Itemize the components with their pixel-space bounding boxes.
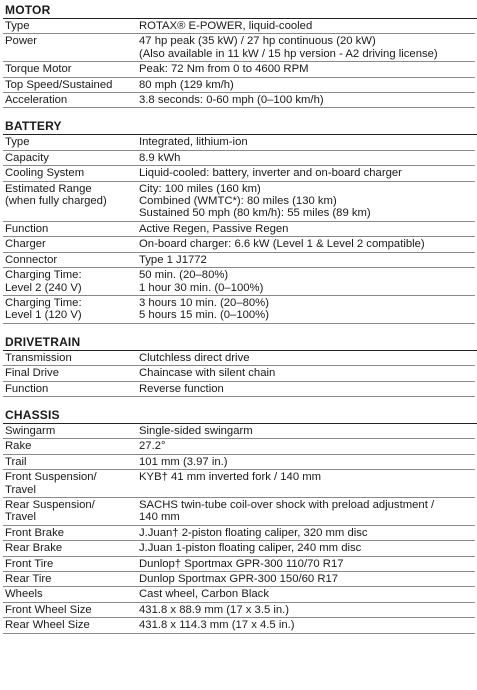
section-gap (0, 397, 477, 405)
spec-row (3, 572, 475, 587)
spec-label: Function (3, 381, 136, 396)
spec-label: Rake (3, 439, 136, 454)
spec-value: Liquid-cooled: battery, inverter and on-board charger (136, 166, 475, 181)
spec-row (3, 439, 475, 454)
spec-label: Trail (3, 454, 136, 469)
spec-label: Rear Brake (3, 541, 136, 556)
spec-row (3, 252, 475, 267)
spec-label: Estimated Range (when fully charged) (3, 181, 136, 221)
spec-row (3, 77, 475, 92)
spec-row (3, 424, 475, 439)
spec-value: ROTAX® E-POWER, liquid-cooled (136, 19, 475, 34)
spec-value: 3 hours 10 min. (20–80%) 5 hours 15 min. (0–100%) (136, 295, 475, 323)
spec-row (3, 618, 475, 633)
spec-row (3, 556, 475, 571)
spec-label: Front Suspension/ Travel (3, 470, 136, 498)
spec-value: 50 min. (20–80%) 1 hour 30 min. (0–100%) (136, 268, 475, 296)
spec-value: City: 100 miles (160 km) Combined (WMTC*): 80 miles (130 km) Sustained 50 mph (80 km/h): 55 miles (89 km) (136, 181, 475, 221)
spec-label: Connector (3, 252, 136, 267)
spec-value: Clutchless direct drive (136, 351, 475, 366)
spec-label: Swingarm (3, 424, 136, 439)
spec-value: KYB† 41 mm inverted fork / 140 mm (136, 470, 475, 498)
spec-table-chassis (3, 424, 475, 634)
spec-value: Integrated, lithium-ion (136, 135, 475, 150)
spec-value: 3.8 seconds: 0-60 mph (0–100 km/h) (136, 93, 475, 108)
spec-value: Peak: 72 Nm from 0 to 4600 RPM (136, 62, 475, 77)
spec-label: Capacity (3, 150, 136, 165)
spec-row (3, 351, 475, 366)
spec-label: Front Brake (3, 525, 136, 540)
spec-label: Torque Motor (3, 62, 136, 77)
spec-row (3, 135, 475, 150)
spec-value: 431.8 x 88.9 mm (17 x 3.5 in.) (136, 602, 475, 617)
spec-table-drivetrain (3, 351, 475, 397)
spec-value: 8.9 kWh (136, 150, 475, 165)
spec-value: 101 mm (3.97 in.) (136, 454, 475, 469)
spec-label: Wheels (3, 587, 136, 602)
spec-value: Type 1 J1772 (136, 252, 475, 267)
spec-label: Charging Time: Level 1 (120 V) (3, 295, 136, 323)
spec-value: Chaincase with silent chain (136, 366, 475, 381)
spec-value: Active Regen, Passive Regen (136, 221, 475, 236)
spec-value: On-board charger: 6.6 kW (Level 1 & Level 2 compatible) (136, 237, 475, 252)
spec-label: Top Speed/Sustained (3, 77, 136, 92)
spec-label: Final Drive (3, 366, 136, 381)
spec-row (3, 19, 475, 34)
spec-row (3, 366, 475, 381)
spec-label: Front Wheel Size (3, 602, 136, 617)
spec-value: Dunlop† Sportmax GPR-300 110/70 R17 (136, 556, 475, 571)
spec-value: J.Juan† 2-piston floating caliper, 320 mm disc (136, 525, 475, 540)
spec-label: Charging Time: Level 2 (240 V) (3, 268, 136, 296)
spec-label: Type (3, 19, 136, 34)
spec-label: Front Tire (3, 556, 136, 571)
spec-value: Dunlop Sportmax GPR-300 150/60 R17 (136, 572, 475, 587)
spec-row (3, 166, 475, 181)
spec-row (3, 221, 475, 236)
section-title-battery: BATTERY (3, 116, 477, 135)
spec-row (3, 93, 475, 108)
spec-row (3, 381, 475, 396)
spec-row (3, 497, 475, 525)
spec-label: Rear Wheel Size (3, 618, 136, 633)
section-gap (0, 108, 477, 116)
spec-row (3, 34, 475, 62)
spec-label: Rear Suspension/ Travel (3, 497, 136, 525)
spec-value: 80 mph (129 km/h) (136, 77, 475, 92)
spec-table-battery (3, 135, 475, 323)
spec-row (3, 268, 475, 296)
spec-value: Reverse function (136, 381, 475, 396)
spec-label: Acceleration (3, 93, 136, 108)
spec-label: Rear Tire (3, 572, 136, 587)
spec-row (3, 470, 475, 498)
spec-row (3, 150, 475, 165)
spec-table-motor (3, 19, 475, 108)
spec-row (3, 295, 475, 323)
section-title-drivetrain: DRIVETRAIN (3, 332, 477, 351)
spec-row (3, 237, 475, 252)
spec-label: Type (3, 135, 136, 150)
spec-row (3, 587, 475, 602)
spec-label: Transmission (3, 351, 136, 366)
spec-value: 27.2° (136, 439, 475, 454)
spec-label: Power (3, 34, 136, 62)
spec-value: Cast wheel, Carbon Black (136, 587, 475, 602)
spec-label: Charger (3, 237, 136, 252)
spec-value: Single-sided swingarm (136, 424, 475, 439)
spec-row (3, 62, 475, 77)
spec-row (3, 602, 475, 617)
spec-row (3, 541, 475, 556)
spec-value: SACHS twin-tube coil-over shock with preload adjustment / 140 mm (136, 497, 475, 525)
spec-value: 47 hp peak (35 kW) / 27 hp continuous (20 kW) (Also available in 11 kW / 15 hp version - A2 driving license) (136, 34, 475, 62)
section-gap (0, 324, 477, 332)
spec-value: 431.8 x 114.3 mm (17 x 4.5 in.) (136, 618, 475, 633)
spec-label: Cooling System (3, 166, 136, 181)
spec-row (3, 181, 475, 221)
spec-row (3, 454, 475, 469)
spec-row (3, 525, 475, 540)
spec-label: Function (3, 221, 136, 236)
section-title-motor: MOTOR (3, 0, 477, 19)
spec-value: J.Juan 1-piston floating caliper, 240 mm disc (136, 541, 475, 556)
section-title-chassis: CHASSIS (3, 405, 477, 424)
